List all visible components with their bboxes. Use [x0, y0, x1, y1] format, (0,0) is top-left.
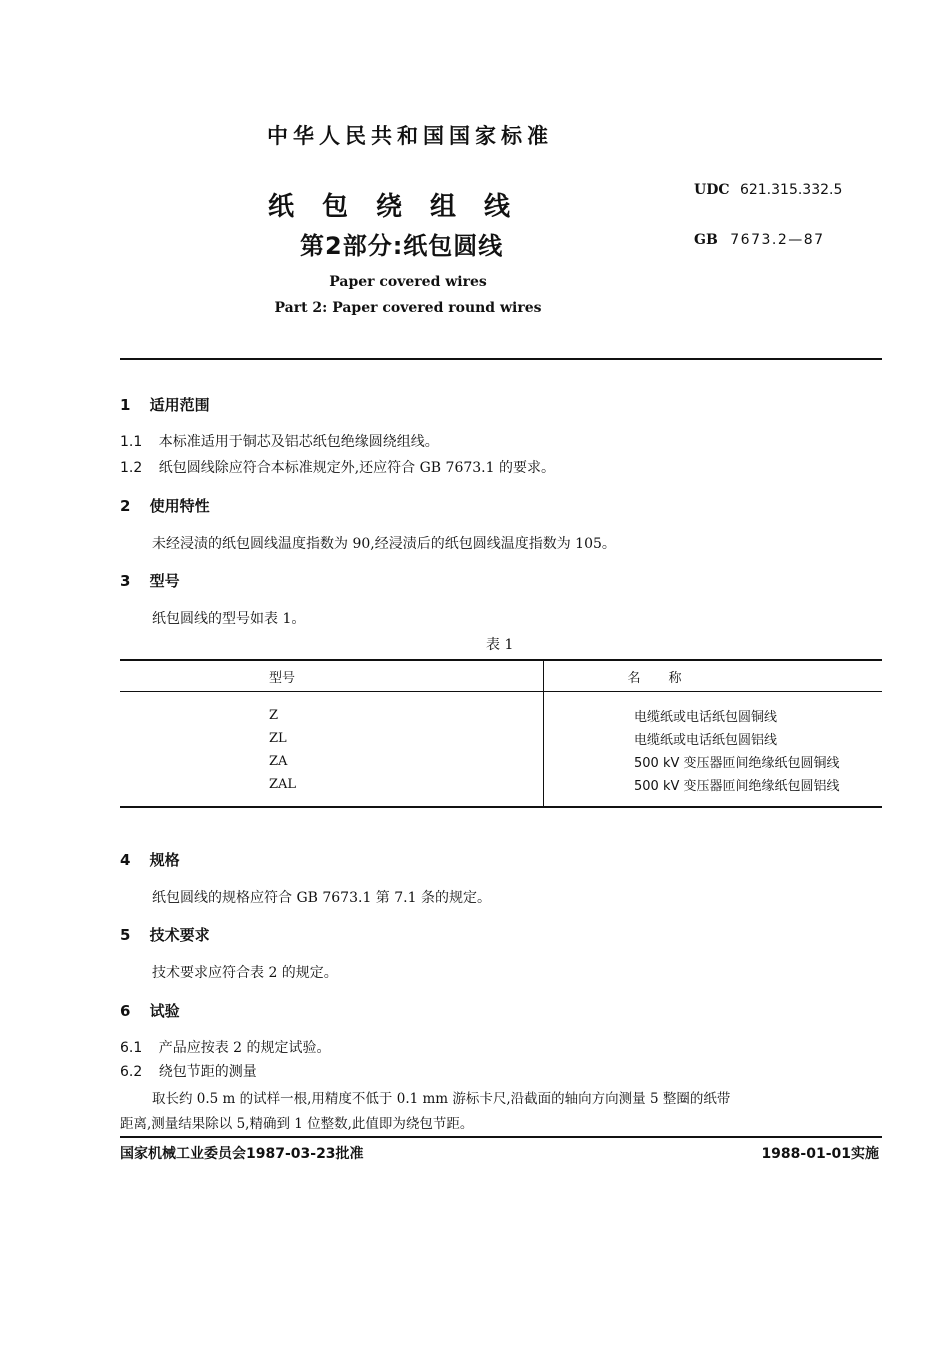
table-cell-name: 电缆纸或电话纸包圆铜线 — [634, 710, 778, 725]
table-cell-code: ZAL — [120, 773, 544, 807]
section-5-heading — [120, 924, 210, 945]
footer-divider — [120, 1136, 882, 1138]
section-4-text: 纸包圆线的规格应符合 GB 7673.1 第 7.1 条的规定。 — [152, 890, 491, 906]
section-6-title: 试验 — [149, 1002, 180, 1020]
section-1-heading — [120, 394, 210, 415]
section-5-number: 5 — [120, 926, 131, 944]
clause-6-1-number: 6.1 — [120, 1040, 143, 1056]
effective-date: 1988-01-01实施 — [761, 1146, 879, 1162]
section-1-number: 1 — [120, 396, 131, 414]
clause-1-2 — [120, 457, 555, 477]
section-3-heading — [120, 570, 180, 591]
clause-1-1 — [120, 431, 439, 451]
table-cell-name: 电缆纸或电话纸包圆铝线 — [634, 733, 778, 748]
table-cell-code: ZL — [120, 727, 544, 750]
clause-6-2-title: 绕包节距的测量 — [158, 1064, 257, 1080]
clause-1-1-number: 1.1 — [120, 434, 143, 450]
section-3-number: 3 — [120, 572, 131, 590]
document-subtitle-zh: 第2部分:纸包圆线 — [300, 232, 504, 260]
section-6-heading — [120, 1000, 180, 1021]
table-row — [120, 750, 882, 773]
clause-6-1 — [120, 1037, 331, 1057]
section-4-heading — [120, 849, 180, 870]
udc-value: 621.315.332.5 — [739, 182, 843, 198]
section-1-title: 适用范围 — [149, 396, 210, 414]
gb-value: 7673.2—87 — [730, 232, 825, 248]
section-6-number: 6 — [120, 1002, 131, 1020]
section-5-text: 技术要求应符合表 2 的规定。 — [152, 965, 338, 981]
clause-6-2-body-line-2: 距离,测量结果除以 5,精确到 1 位整数,此值即为绕包节距。 — [120, 1116, 474, 1132]
table-row — [120, 692, 882, 728]
clause-1-2-text: 纸包圆线除应符合本标准规定外,还应符合 GB 7673.1 的要求。 — [158, 460, 555, 476]
clause-6-2 — [120, 1061, 257, 1081]
header-divider — [120, 358, 882, 360]
clause-6-2-number: 6.2 — [120, 1064, 143, 1080]
table-cell-name: 500 kV 变压器匝间绝缘纸包圆铝线 — [544, 773, 883, 807]
table-cell-code: Z — [120, 692, 544, 728]
clause-6-1-text: 产品应按表 2 的规定试验。 — [158, 1040, 331, 1056]
section-2-heading — [120, 495, 210, 516]
section-5-title: 技术要求 — [149, 926, 210, 944]
table-row — [120, 773, 882, 807]
table-cell-code: ZA — [120, 750, 544, 773]
table-1 — [120, 659, 882, 808]
gb-number — [694, 232, 825, 248]
section-3-title: 型号 — [149, 572, 180, 590]
document-subtitle-en: Part 2: Paper covered round wires — [274, 300, 542, 316]
gb-label: GB — [694, 232, 718, 248]
table-header-row — [120, 660, 882, 692]
section-2-text: 未经浸渍的纸包圆线温度指数为 90,经浸渍后的纸包圆线温度指数为 105。 — [152, 536, 616, 552]
section-4-title: 规格 — [149, 851, 180, 869]
section-2-number: 2 — [120, 497, 131, 515]
udc-label: UDC — [694, 182, 730, 198]
udc-code — [694, 182, 842, 198]
standard-type-title: 中华人民共和国国家标准 — [267, 124, 553, 148]
section-2-title: 使用特性 — [149, 497, 210, 515]
table-row — [120, 727, 882, 750]
table-header-name: 名称 — [544, 660, 883, 692]
approval-statement: 国家机械工业委员会1987-03-23批准 — [120, 1146, 364, 1162]
clause-1-2-number: 1.2 — [120, 460, 143, 476]
document-title-zh: 纸包绕组线 — [268, 192, 539, 222]
table-header-code: 型号 — [120, 660, 544, 692]
section-4-number: 4 — [120, 851, 131, 869]
section-3-text: 纸包圆线的型号如表 1。 — [152, 611, 306, 627]
clause-1-1-text: 本标准适用于铜芯及铝芯纸包绝缘圆绕组线。 — [158, 434, 439, 450]
document-title-en: Paper covered wires — [329, 274, 487, 290]
clause-6-2-body-line-1: 取长约 0.5 m 的试样一根,用精度不低于 0.1 mm 游标卡尺,沿截面的轴向方向测量 5 整圈的纸带 — [152, 1091, 731, 1107]
table-cell-name: 500 kV 变压器匝间绝缘纸包圆铜线 — [634, 756, 840, 771]
table-1-caption: 表 1 — [486, 637, 514, 653]
